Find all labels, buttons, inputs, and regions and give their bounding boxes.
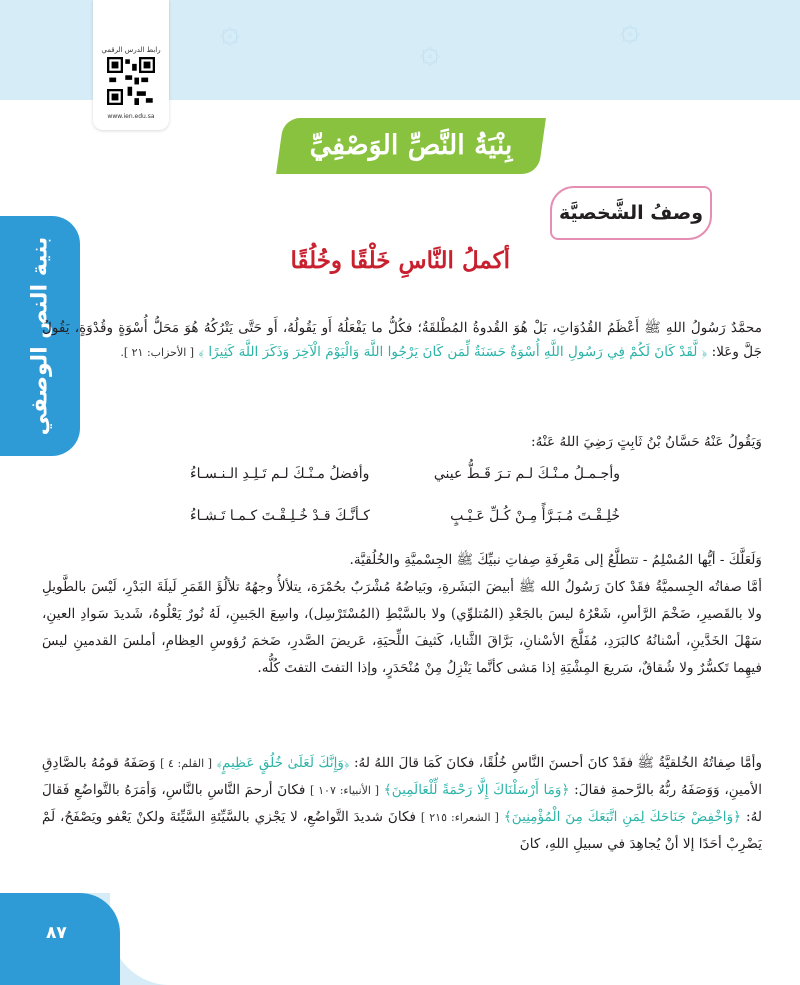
chapter-title: بِنْيَةُ النَّصِّ الوَصْفِيِّ [309,130,513,161]
page-number: ٨٧ [46,923,67,943]
page-number-tab [0,893,120,985]
poem-hemistich: خُلِـقْـتَ مُـبَـرَّأً مِـنْ كُـلِّ عَـيْـبٍ [450,508,620,524]
qr-card[interactable] [93,0,169,130]
quran-verse: ﴿وَمَا أَرْسَلْنَاكَ إِلَّا رَحْمَةً لِّلْعَالَمِينَ﴾ [383,782,570,798]
quran-verse: ﴿وَاخْفِضْ جَنَاحَكَ لِمَنِ اتَّبَعَكَ مِنَ الْمُؤْمِنِينَ﴾ [503,809,742,825]
calligraphy-decoration-icon: ۞ [420,31,440,71]
calligraphy-decoration-icon: ۞ [220,11,240,51]
chapter-title-banner [276,118,546,174]
side-tab-title: بنية النص الوصفي [27,236,53,436]
paragraph-question [42,548,762,572]
qr-code-icon[interactable] [107,57,155,105]
quran-verse: ﴿وَإِنَّكَ لَعَلَىٰ خُلُقٍ عَظِيمٍ﴾ [216,755,350,771]
paragraph-text: فكانَ أرحمَ النَّاسِ بالنَّاسِ، وَأمَرَهُ بالتَّواضُعِ فَقالَ لهُ: [42,782,762,825]
poem-verse [190,508,620,550]
poem-hemistich: وأجـمـلُ مـنْـكَ لـم تـرَ قَـطُّ عيني [433,466,620,482]
calligraphy-decoration-icon: ۞ [620,9,640,49]
qr-label: رابط الدرس الرقمي [101,46,161,54]
poem [190,466,620,550]
bottom-wave [110,893,800,985]
qr-url[interactable]: www.ien.edu.sa [107,113,155,120]
paragraph-text: أمَّا صفاتُه الجِسميَّةُ فقَدْ كانَ رَسُولُ الله ﷺ أبيضَ البَشَرةِ، وبَياضُهُ مُشْرَبٌ بحُمْرَة، يتلألأُ وجهُهُ تلألُؤَ القَمَرِ لَيلَةَ البَدْرِ، لَيْسَ بالطَّويلِ ولا بالقَصيرِ، ضَخْمَ الرَّأسِ، شَعْرُهُ ليسَ بالجَعْدِ (المُتلوِّي) ولا بالسَّبْطِ (المُسْتَرْسِل)، واسِعَ الجَبينِ، لَهُ نُورٌ يَعْلُوهُ، شَديدَ سَوادِ العينِ، سَهْلَ الخَدَّينِ، أسْنانُهُ كالبَرَدِ، مُفَلَّجَ الأسْنانِ، بَرَّاقَ الثَّنايا، كَثيفَ اللِّحيَةِ، عَريضَ الصَّدرِ، ضَخمَ رُؤوسِ العِظامِ، أملسَ القدمينِ ليسَ فيهِما تَكسُّرٌ ولا شُقاقٌ، سَريعَ المِشْيَةِ إذا مَشى كأنَّما يَنْزِلُ مِنْ مُنْحَدَرٍ، وإذا التفتَ التفتَ كُلُّه. [42,579,762,676]
quran-verse: ﴿ لَّقَدْ كَانَ لَكُمْ فِي رَسُولِ اللَّهِ أُسْوَةٌ حَسَنَةٌ لِّمَن كَانَ يَرْجُوا اللَّهَ وَالْيَوْمَ الْآخِرَ وَذَكَرَ اللَّهَ كَثِيرًا ﴾ [198,344,708,360]
paragraph-text: وأمَّا صِفاتُهُ الخُلقيَّةُ ﷺ فقَدْ كانَ أحسنَ النَّاسِ خُلُقًا، فكانَ كَمَا قالَ اللهُ لهُ: [353,755,763,771]
verse-reference: [ القلم: ٤ ] [160,757,213,770]
paragraph-physical [42,574,762,682]
lesson-title: أكملُ النَّاسِ خَلْقًا وخُلُقًا [290,247,510,274]
paragraph-text: محمَّدٌ رَسُولُ اللهِ ﷺ أَعْظَمُ القُدُوَاتِ، بَلْ هُوَ القُدوةُ المُطْلقَةُ؛ فكُلُّ ما يَفْعَلُهُ أَو يَقُولُهُ، أَو حَتَّى يَتْرُكُهُ هُوَ مَحَلُّ أُسْوَةٍ وقُدْوَةٍ، يَقُولُ جَلَّ وعَلا: [42,320,762,360]
paragraph-hassan [42,430,762,454]
section-heading-box [550,186,712,240]
paragraph-text: وَيَقُولُ عَنْهُ حَسَّانُ بْنُ ثَابِتٍ رَضِيَ اللهُ عَنْهُ: [531,434,762,450]
paragraph-text: وَصَفَهُ قومُهُ بالصَّادِقِ الأمينِ، وَوَصَفَهُ ربُّهُ بالرَّحمةِ فقالَ: [42,755,762,798]
paragraph-character [42,750,762,858]
section-title: وصفُ الشَّخصيَّة [558,202,704,224]
verse-reference: [ الأحزاب: ٢١ ]. [120,346,195,359]
paragraph-text: وَلَعَلَّكَ - أيُّها المُسْلِمُ - تتطلَّعُ إلى مَعْرِفَةِ صِفاتِ نبيِّكَ ﷺ الجِسْميَّةِ والخُلُقيَّة. [349,552,762,568]
paragraph-text: فكانَ شديدَ التَّواضُعِ، لا يَجْزي بالسَّيِّئةِ السَّيِّئةَ ولكنْ يَعْفو ويَصْفَحُ، لَمْ يَضْرِبْ أحَدًا إلا أنْ يُجاهِدَ في سبيلِ اللهِ، كانَ [42,809,762,852]
paragraph-intro [42,316,762,365]
poem-hemistich: وأفضلُ مـنْـكَ لـم تَـلِـدِ الـنـسـاءُ [190,466,370,482]
verse-reference: [ الأنبياء: ١٠٧ ] [310,784,380,797]
poem-hemistich: كـأنَّـكَ قـدْ خُـلِـقْـتَ كـمـا تَـشـاءُ [190,508,370,524]
verse-reference: [ الشعراء: ٢١٥ ] [420,811,499,824]
poem-verse [190,466,620,508]
